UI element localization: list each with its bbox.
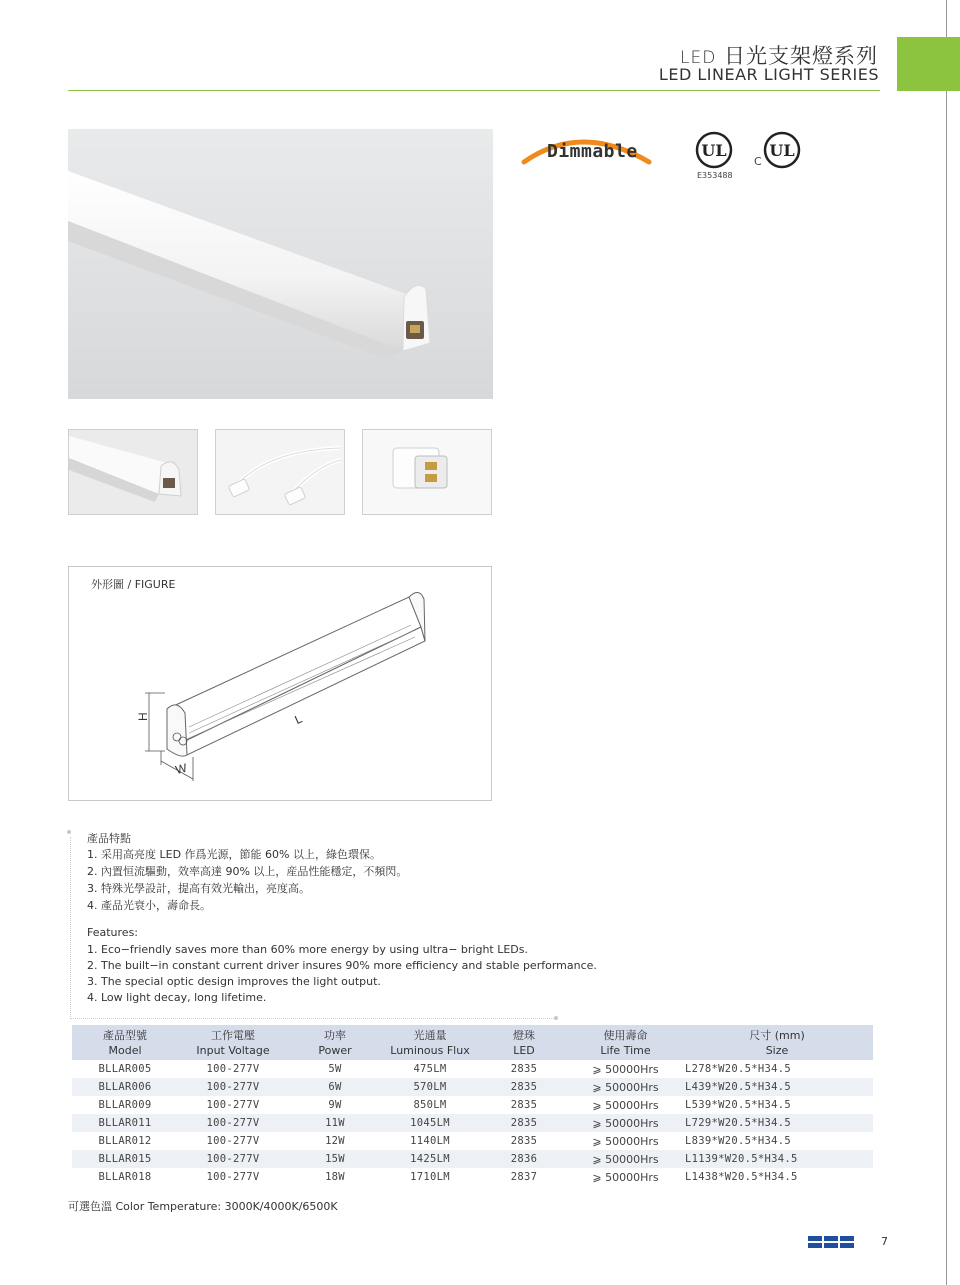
- cell-model: BLLAR006: [72, 1078, 178, 1096]
- cell-flux: 1140LM: [410, 1135, 450, 1147]
- section-color-tab: [897, 37, 960, 91]
- table-row: [72, 1060, 873, 1078]
- features-en-item: 2. The built−in constant current driver insures 90% more efficiency and stable performance.: [87, 959, 597, 972]
- cell-model: BLLAR015: [72, 1150, 178, 1168]
- header-title-cn: LED 日光支架燈系列: [680, 44, 878, 68]
- cell-voltage: 100-277V: [178, 1078, 288, 1096]
- figure-label: 外形圖 / FIGURE: [91, 578, 176, 591]
- cell-model: BLLAR018: [98, 1171, 152, 1183]
- cell-power: 12W: [325, 1135, 345, 1147]
- cell-model: BLLAR005: [98, 1063, 152, 1075]
- color-temperature-note: 可選色溫 Color Temperature: 3000K/4000K/6500K: [68, 1200, 338, 1213]
- features-cn-item: 4. 產品光衰小，壽命長。: [87, 899, 211, 912]
- cell-size: L439*W20.5*H34.5: [681, 1078, 873, 1096]
- column-header-lifetime: 使用壽命 Life Time: [570, 1025, 681, 1060]
- cell-model: BLLAR011: [72, 1114, 178, 1132]
- features-en-list: [87, 942, 597, 1006]
- cell-voltage: 100-277V: [206, 1063, 260, 1075]
- cell-led: 2835: [478, 1078, 570, 1096]
- bmc-logo: [808, 1236, 854, 1248]
- cell-power: 18W: [325, 1171, 345, 1183]
- cell-led: 2835: [510, 1135, 538, 1147]
- column-header-model: 產品型號 Model: [72, 1025, 178, 1060]
- cell-lifetime: ⩾ 50000Hrs: [592, 1098, 659, 1112]
- svg-text:UL: UL: [701, 141, 727, 160]
- features-cn-item: 2. 內置恒流驅動，效率高達 90% 以上，産品性能穩定，不頻閃。: [87, 865, 408, 878]
- features-en-item: 3. The special optic design improves the light output.: [87, 975, 381, 988]
- cell-power: 6W: [288, 1078, 382, 1096]
- cell-size: L1438*W20.5*H34.5: [685, 1171, 798, 1183]
- cell-led: 2836: [478, 1150, 570, 1168]
- features-en-item: 4. Low light decay, long lifetime.: [87, 991, 267, 1004]
- header-title-en: LED LINEAR LIGHT SERIES: [658, 65, 879, 84]
- features-cn-list: [87, 846, 407, 914]
- features-cn-item: 3. 特殊光學設計，提高有效光輸出，亮度高。: [87, 882, 310, 895]
- cell-voltage: 100-277V: [178, 1114, 288, 1132]
- cul-c-letter: C: [754, 155, 762, 168]
- features-cn-item: 1. 采用高亮度 LED 作爲光源，節能 60% 以上，綠色環保。: [87, 848, 381, 861]
- column-header-led: 燈珠 LED: [478, 1025, 570, 1060]
- table-row: [72, 1150, 873, 1168]
- cell-size: L839*W20.5*H34.5: [685, 1135, 791, 1147]
- dimension-w-label: W: [173, 760, 189, 778]
- table-header-row: [72, 1025, 873, 1060]
- cell-led: 2835: [478, 1114, 570, 1132]
- cell-lifetime: ⩾ 50000Hrs: [570, 1114, 681, 1132]
- dimmable-label: Dimmable: [547, 141, 638, 162]
- dimension-l-label: L: [292, 711, 305, 728]
- cell-lifetime: ⩾ 50000Hrs: [570, 1078, 681, 1096]
- cell-voltage: 100-277V: [206, 1171, 260, 1183]
- cell-flux: 1425LM: [382, 1150, 478, 1168]
- cell-flux: 1045LM: [382, 1114, 478, 1132]
- thumbnail-connector-cable: [215, 429, 345, 515]
- cul-listed-icon: [762, 130, 802, 170]
- cell-model: BLLAR009: [98, 1099, 152, 1111]
- cell-lifetime: ⩾ 50000Hrs: [570, 1150, 681, 1168]
- cell-voltage: 100-277V: [206, 1099, 260, 1111]
- page-number: 7: [881, 1235, 888, 1248]
- table-row: [72, 1168, 873, 1186]
- cell-flux: 850LM: [413, 1099, 447, 1111]
- column-header-flux: 光通量 Luminous Flux: [382, 1025, 478, 1060]
- thumbnail-joint-plug: [362, 429, 492, 515]
- cell-voltage: 100-277V: [206, 1135, 260, 1147]
- cell-power: 5W: [328, 1063, 342, 1075]
- cell-power: 11W: [288, 1114, 382, 1132]
- cell-size: L539*W20.5*H34.5: [685, 1099, 791, 1111]
- svg-text:UL: UL: [769, 141, 795, 160]
- ul-listed-icon: [694, 130, 734, 170]
- column-header-voltage: 工作電壓 Input Voltage: [178, 1025, 288, 1060]
- header-divider: [68, 90, 880, 91]
- table-row: [72, 1132, 873, 1150]
- cell-flux: 570LM: [382, 1078, 478, 1096]
- column-header-size: 尺寸 (mm) Size: [681, 1025, 873, 1060]
- thumbnail-end-cap: [68, 429, 198, 515]
- table-row: [72, 1096, 873, 1114]
- cell-size: L278*W20.5*H34.5: [685, 1063, 791, 1075]
- cell-voltage: 100-277V: [178, 1150, 288, 1168]
- cell-model: BLLAR012: [98, 1135, 152, 1147]
- dimension-h-label: H: [136, 712, 150, 721]
- cell-lifetime: ⩾ 50000Hrs: [592, 1170, 659, 1184]
- cell-power: 9W: [328, 1099, 342, 1111]
- cell-led: 2835: [510, 1063, 538, 1075]
- dimension-drawing: [69, 567, 493, 802]
- ul-file-number: E353488: [697, 171, 733, 180]
- cell-lifetime: ⩾ 50000Hrs: [592, 1134, 659, 1148]
- dotted-guide-horizontal: [70, 1018, 556, 1019]
- cell-led: 2835: [510, 1099, 538, 1111]
- features-en-item: 1. Eco−friendly saves more than 60% more energy by using ultra− bright LEDs.: [87, 943, 529, 956]
- cell-size: L1139*W20.5*H34.5: [681, 1150, 873, 1168]
- product-main-photo: [68, 129, 493, 399]
- features-en-title: Features:: [87, 926, 139, 939]
- cell-size: L729*W20.5*H34.5: [681, 1114, 873, 1132]
- specification-table: [72, 1025, 873, 1186]
- table-row: [72, 1114, 873, 1132]
- bullet-dot-icon: [67, 830, 71, 834]
- bullet-dot-end-icon: [554, 1016, 558, 1020]
- dimension-figure-panel: [68, 566, 492, 801]
- dotted-guide-vertical: [70, 837, 71, 1017]
- cell-flux: 1710LM: [410, 1171, 450, 1183]
- cell-led: 2837: [510, 1171, 538, 1183]
- cell-flux: 475LM: [413, 1063, 447, 1075]
- table-row: [72, 1078, 873, 1096]
- page-edge-rule: [946, 0, 947, 1285]
- features-cn-title: 產品特點: [87, 832, 131, 845]
- column-header-power: 功率 Power: [288, 1025, 382, 1060]
- cell-power: 15W: [288, 1150, 382, 1168]
- cell-lifetime: ⩾ 50000Hrs: [592, 1062, 659, 1076]
